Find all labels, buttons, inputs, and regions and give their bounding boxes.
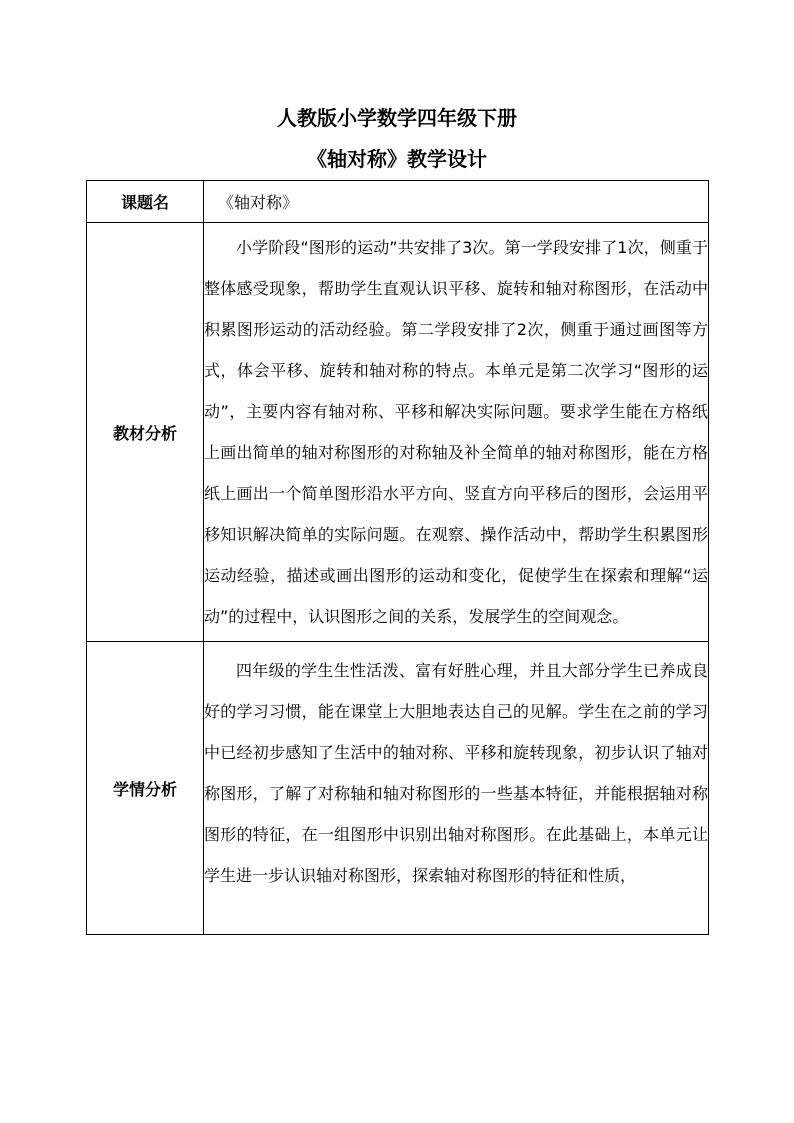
- document-title: 人教版小学数学四年级下册: [277, 106, 517, 130]
- row-content-material-analysis: [204, 223, 709, 642]
- table-row: [87, 223, 709, 642]
- table-row: [87, 181, 709, 223]
- material-analysis-text: 小学阶段“图形的运动”共安排了3次。第一学段安排了1次，侧重于整体感受现象，帮助学生直观认识平移、旋转和轴对称图形，在活动中积累图形运动的活动经验。第二学段安排了2次，侧重于通过画图等方式，体会平移、旋转和轴对称的特点。本单元是第二次学习“图形的运动”，主要内容有轴对称、平移和解决实际问题。要求学生能在方格纸上画出简单的轴对称图形的对称轴及补全简单的轴对称图形，能在方格纸上画出一个简单图形沿水平方向、竖直方向平移后的图形，会运用平移知识解决简单的实际问题。在观察、操作活动中，帮助学生积累图形运动经验，描述或画出图形的运动和变化，促使学生在探索和理解“运动”的过程中，认识图形之间的关系，发展学生的空间观念。: [204, 238, 708, 626]
- row-content-topic: 《轴对称》: [204, 181, 709, 223]
- table-row: [87, 642, 709, 935]
- row-content-student-analysis: [204, 642, 709, 935]
- document-subtitle: 《轴对称》教学设计: [307, 147, 487, 171]
- row-label-student-analysis: 学情分析: [87, 642, 204, 935]
- row-label-material-analysis: 教材分析: [87, 223, 204, 642]
- row-label-topic: 课题名: [87, 181, 204, 223]
- student-analysis-text: 四年级的学生生性活泼、富有好胜心理，并且大部分学生已养成良好的学习习惯，能在课堂上大胆地表达自己的见解。学生在之前的学习中已经初步感知了生活中的轴对称、平移和旋转现象，初步认识了轴对称图形，了解了对称轴和轴对称图形的一些基本特征，并能根据轴对称图形的特征，在一组图形中识别出轴对称图形。在此基础上，本单元让学生进一步认识轴对称图形，探索轴对称图形的特征和性质，: [204, 661, 708, 885]
- lesson-design-table: [86, 180, 709, 935]
